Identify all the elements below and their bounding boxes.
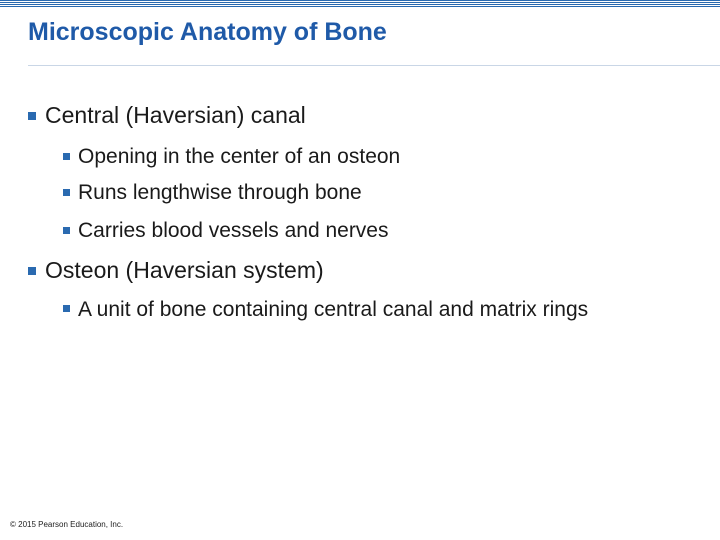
square-bullet-icon [63, 305, 70, 312]
square-bullet-icon [63, 227, 70, 234]
square-bullet-icon [63, 189, 70, 196]
bullet-text: Central (Haversian) canal [45, 102, 306, 128]
title-underline [28, 65, 720, 66]
sub-bullet-unit [63, 294, 658, 325]
bullet-osteon [28, 257, 324, 284]
square-bullet-icon [28, 112, 36, 120]
sub-bullet-carries [63, 219, 389, 243]
sub-bullet-text: Runs lengthwise through bone [78, 181, 362, 204]
top-border-rule [0, 0, 720, 8]
square-bullet-icon [28, 267, 36, 275]
square-bullet-icon [63, 153, 70, 160]
sub-bullet-text: Carries blood vessels and nerves [78, 219, 389, 242]
sub-bullet-text: Opening in the center of an osteon [78, 145, 401, 168]
bullet-central-canal [28, 102, 306, 129]
bullet-text: Osteon (Haversian system) [45, 257, 324, 283]
slide-title: Microscopic Anatomy of Bone [28, 18, 387, 46]
sub-bullet-opening [63, 145, 400, 169]
sub-bullet-runs [63, 181, 362, 205]
sub-bullet-text: A unit of bone containing central canal and matrix rings [78, 298, 589, 321]
copyright-footer: © 2015 Pearson Education, Inc. [10, 520, 124, 529]
